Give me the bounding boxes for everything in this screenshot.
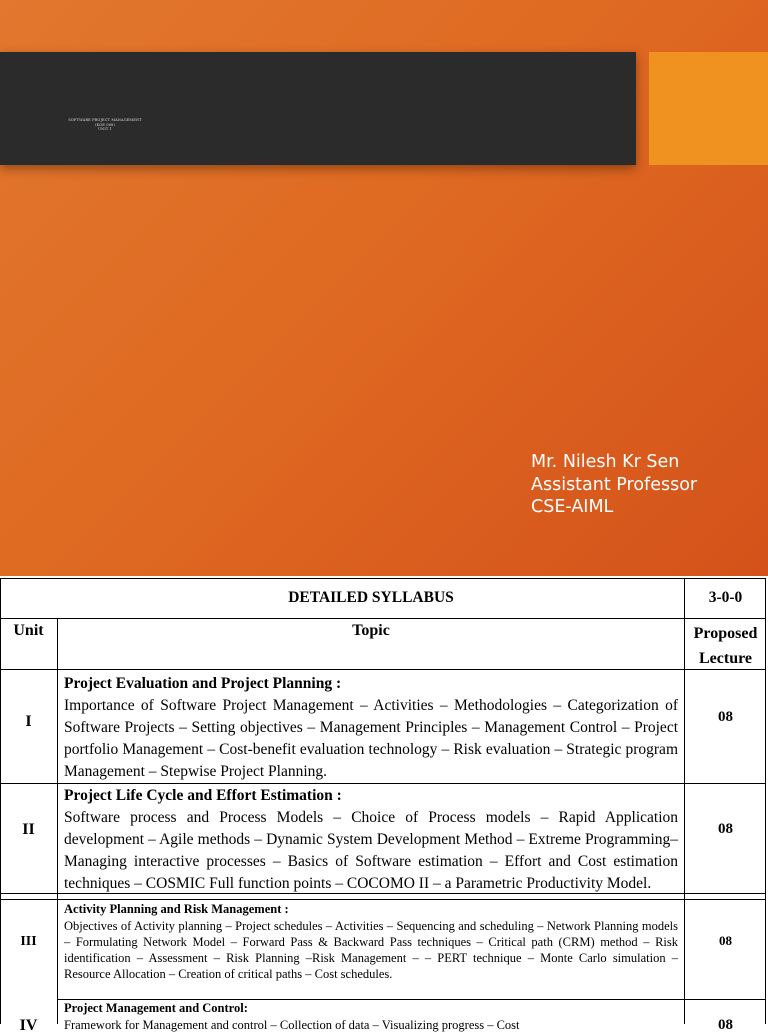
lecture-column-header xyxy=(685,621,766,671)
lecture-count: 08 xyxy=(719,933,732,948)
lecture-count: 08 xyxy=(718,709,733,725)
unit-topic xyxy=(64,902,678,982)
unit-heading: Project Evaluation and Project Planning : xyxy=(64,675,342,692)
unit-topic xyxy=(64,1001,678,1033)
unit-description: Framework for Management and control – Collection of data – Visualizing progress – Cost xyxy=(64,1017,520,1032)
unit-description: Software process and Process Models – Choice of Process models – Rapid Application development – Agile methods – Dynamic System Development Method – Extreme Programming– Managing interactive processes – Basics of Software estimation – Effort and Cost estimation techniques – COSMIC Full function points – COCOMO II – a Parametric Productivity Model. xyxy=(64,809,678,892)
syllabus-slide xyxy=(0,576,768,1034)
course-title: SOFTWARE PROJECT MANAGEMENT xyxy=(68,118,142,122)
presenter-name: Mr. Nilesh Kr Sen xyxy=(531,452,680,472)
unit-heading: Activity Planning and Risk Management : xyxy=(64,902,289,916)
presenter-designation: Assistant Professor xyxy=(531,474,698,495)
unit-number: II xyxy=(22,821,35,838)
unit-topic xyxy=(64,785,678,895)
unit-topic xyxy=(64,673,678,783)
unit-number: I xyxy=(25,713,32,730)
unit-column-header: Unit xyxy=(13,622,44,639)
accent-block xyxy=(649,52,768,165)
unit-heading: Project Management and Control: xyxy=(64,1001,248,1015)
unit-number: III xyxy=(20,934,37,949)
ltp-value: 3-0-0 xyxy=(708,589,743,606)
lecture-header-line1: Proposed xyxy=(693,625,758,642)
lecture-count: 08 xyxy=(718,821,733,837)
unit-description: Importance of Software Project Management – Activities – Methodologies – Categorization of Software Projects – Setting objectives – Management Principles – Management Control – Project portfolio Management – Cost-benefit evaluation technology – Risk evaluation – Strategic program Management – Stepwise Project Planning. xyxy=(64,697,678,780)
course-title-block xyxy=(60,118,150,132)
title-band xyxy=(0,52,636,165)
unit-number: IV xyxy=(19,1017,38,1034)
presenter-department: CSE-AIML xyxy=(531,497,614,517)
topic-column-header: Topic xyxy=(352,622,390,639)
syllabus-table xyxy=(0,576,766,1034)
lecture-header-line2: Lecture xyxy=(698,650,752,667)
unit-heading: Project Life Cycle and Effort Estimation : xyxy=(64,787,342,804)
lecture-count: 08 xyxy=(718,1017,733,1033)
syllabus-title: DETAILED SYLLABUS xyxy=(288,589,454,606)
presenter-block xyxy=(531,451,697,519)
course-code: (KOE 068) xyxy=(95,122,115,127)
unit-label: UNIT 1 xyxy=(97,127,113,132)
unit-description: Objectives of Activity planning – Project schedules – Activities – Sequencing and scheduling – Network Planning models – Formulating Network Model – Forward Pass & Backward Pass techniques – Critical path (CRM) method – Risk identification – Assessment – Risk Planning –Risk Management – – PERT technique – Monte Carlo simulation – Resource Allocation – Creation of critical paths – Cost schedules. xyxy=(64,918,678,981)
